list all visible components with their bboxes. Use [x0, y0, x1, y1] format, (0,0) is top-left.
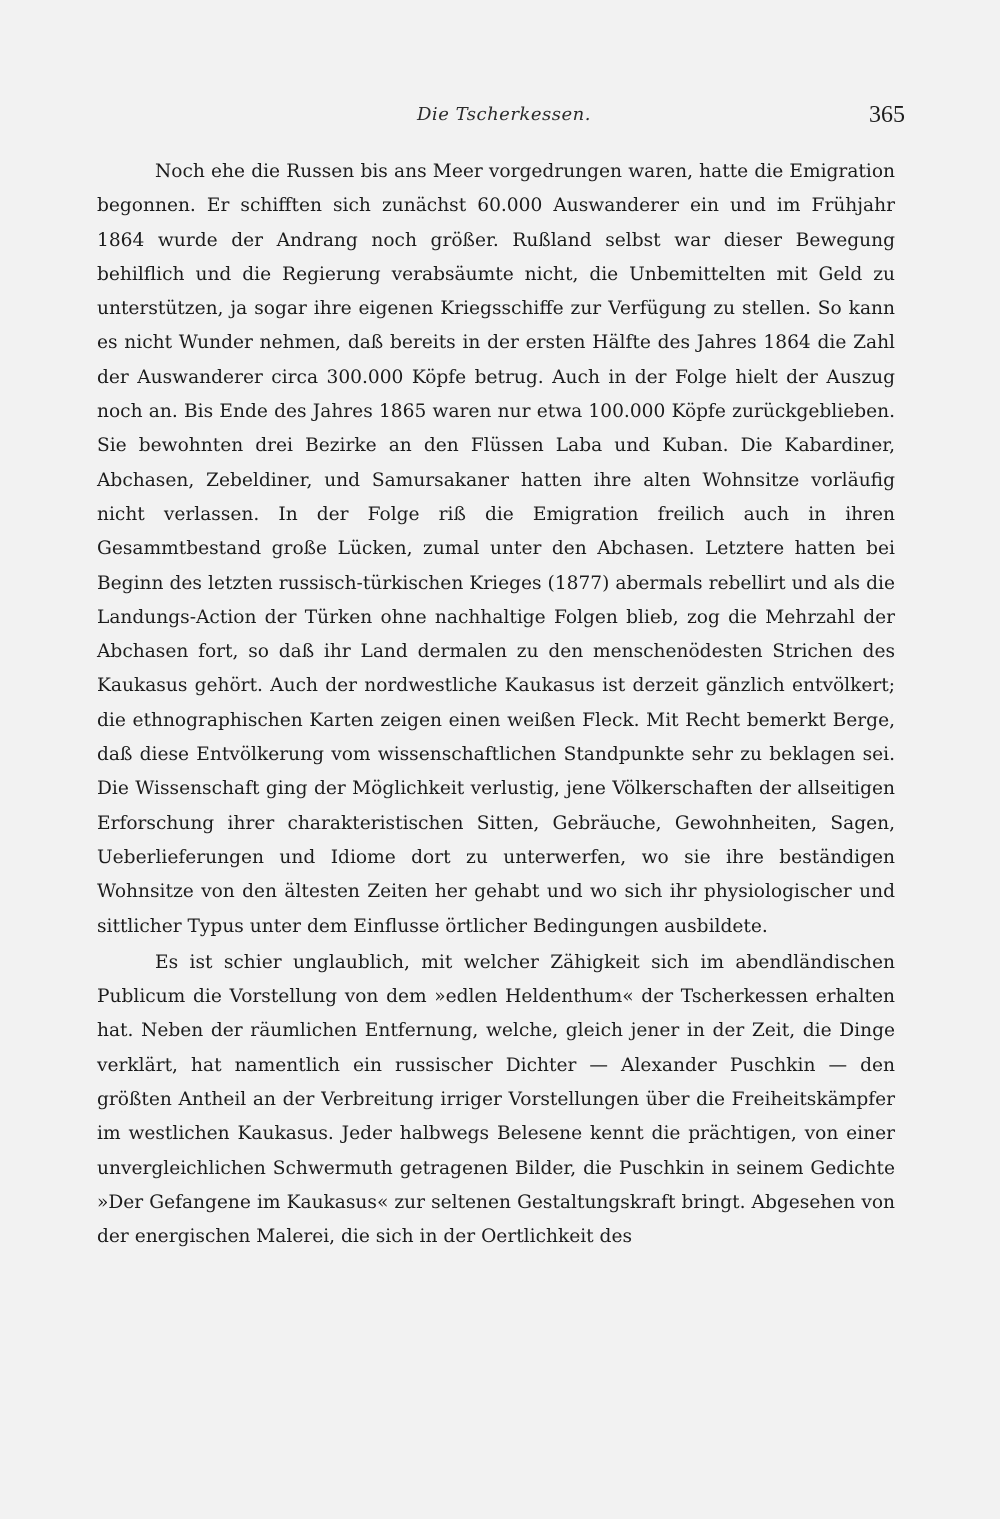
- running-head-title: Die Tscherkessen.: [417, 104, 591, 125]
- paragraph-heldenthum: Es ist schier unglaublich, mit welcher Zähigkeit sich im abendländischen Publicum die Vorstellung von dem »edlen Heldenthum« der Tscherkessen erhalten hat. Neben der räumlichen Entfernung, welche, gleich jener in der Zeit, die Dinge verklärt, hat namentlich ein russischer Dichter — Alexander Puschkin — den größten Antheil an der Verbreitung irriger Vorstellungen über die Freiheitskämpfer im westlichen Kaukasus. Jeder halbwegs Belesene kennt die prächtigen, von einer unvergleichlichen Schwermuth getragenen Bilder, die Puschkin in seinem Gedichte »Der Gefangene im Kaukasus« zur seltenen Gestaltungskraft bringt. Abgesehen von der energischen Malerei, die sich in der Oertlichkeit des: [97, 951, 895, 1248]
- paragraph-emigration: Noch ehe die Russen bis ans Meer vorgedrungen waren, hatte die Emigration begonnen. Er schifften sich zunächst 60.000 Auswanderer ein und im Frühjahr 1864 wurde der Andrang noch größer. Rußland selbst war dieser Bewegung behilflich und die Regierung verabsäumte nicht, die Unbemittelten mit Geld zu unterstützen, ja sogar ihre eigenen Kriegsschiffe zur Verfügung zu stellen. So kann es nicht Wunder nehmen, daß bereits in der ersten Hälfte des Jahres 1864 die Zahl der Auswanderer circa 300.000 Köpfe betrug. Auch in der Folge hielt der Auszug noch an. Bis Ende des Jahres 1865 waren nur etwa 100.000 Köpfe zurückgeblieben. Sie bewohnten drei Bezirke an den Flüssen Laba und Kuban. Die Kabardiner, Abchasen, Zebeldiner, und Samursakaner hatten ihre alten Wohnsitze vorläufig nicht verlassen. In der Folge riß die Emigration freilich auch in ihren Gesammtbestand große Lücken, zumal unter den Abchasen. Letztere hatten bei Beginn des letzten russisch-türkischen Krieges (1877) abermals rebellirt und als die Landungs-Action der Türken ohne nachhaltige Folgen blieb, zog die Mehrzahl der Abchasen fort, so daß ihr Land dermalen zu den menschenödesten Strichen des Kaukasus gehört. Auch der nordwestliche Kaukasus ist derzeit gänzlich entvölkert; die ethnographischen Karten zeigen einen weißen Fleck. Mit Recht bemerkt Berge, daß diese Entvölkerung vom wissenschaftlichen Standpunkte sehr zu beklagen sei. Die Wissenschaft ging der Möglichkeit verlustig, jene Völkerschaften der allseitigen Erforschung ihrer charakteristischen Sitten, Gebräuche, Gewohnheiten, Sagen, Ueberlieferungen und Idiome dort zu unterwerfen, wo sie ihre beständigen Wohnsitze von den ältesten Zeiten her gehabt und wo sich ihr physiologischer und sittlicher Typus unter dem Einflusse örtlicher Bedingungen ausbildete.: [97, 161, 895, 937]
- body-text: [97, 155, 895, 1255]
- page-header: [97, 104, 905, 134]
- page-number: 365: [869, 102, 905, 128]
